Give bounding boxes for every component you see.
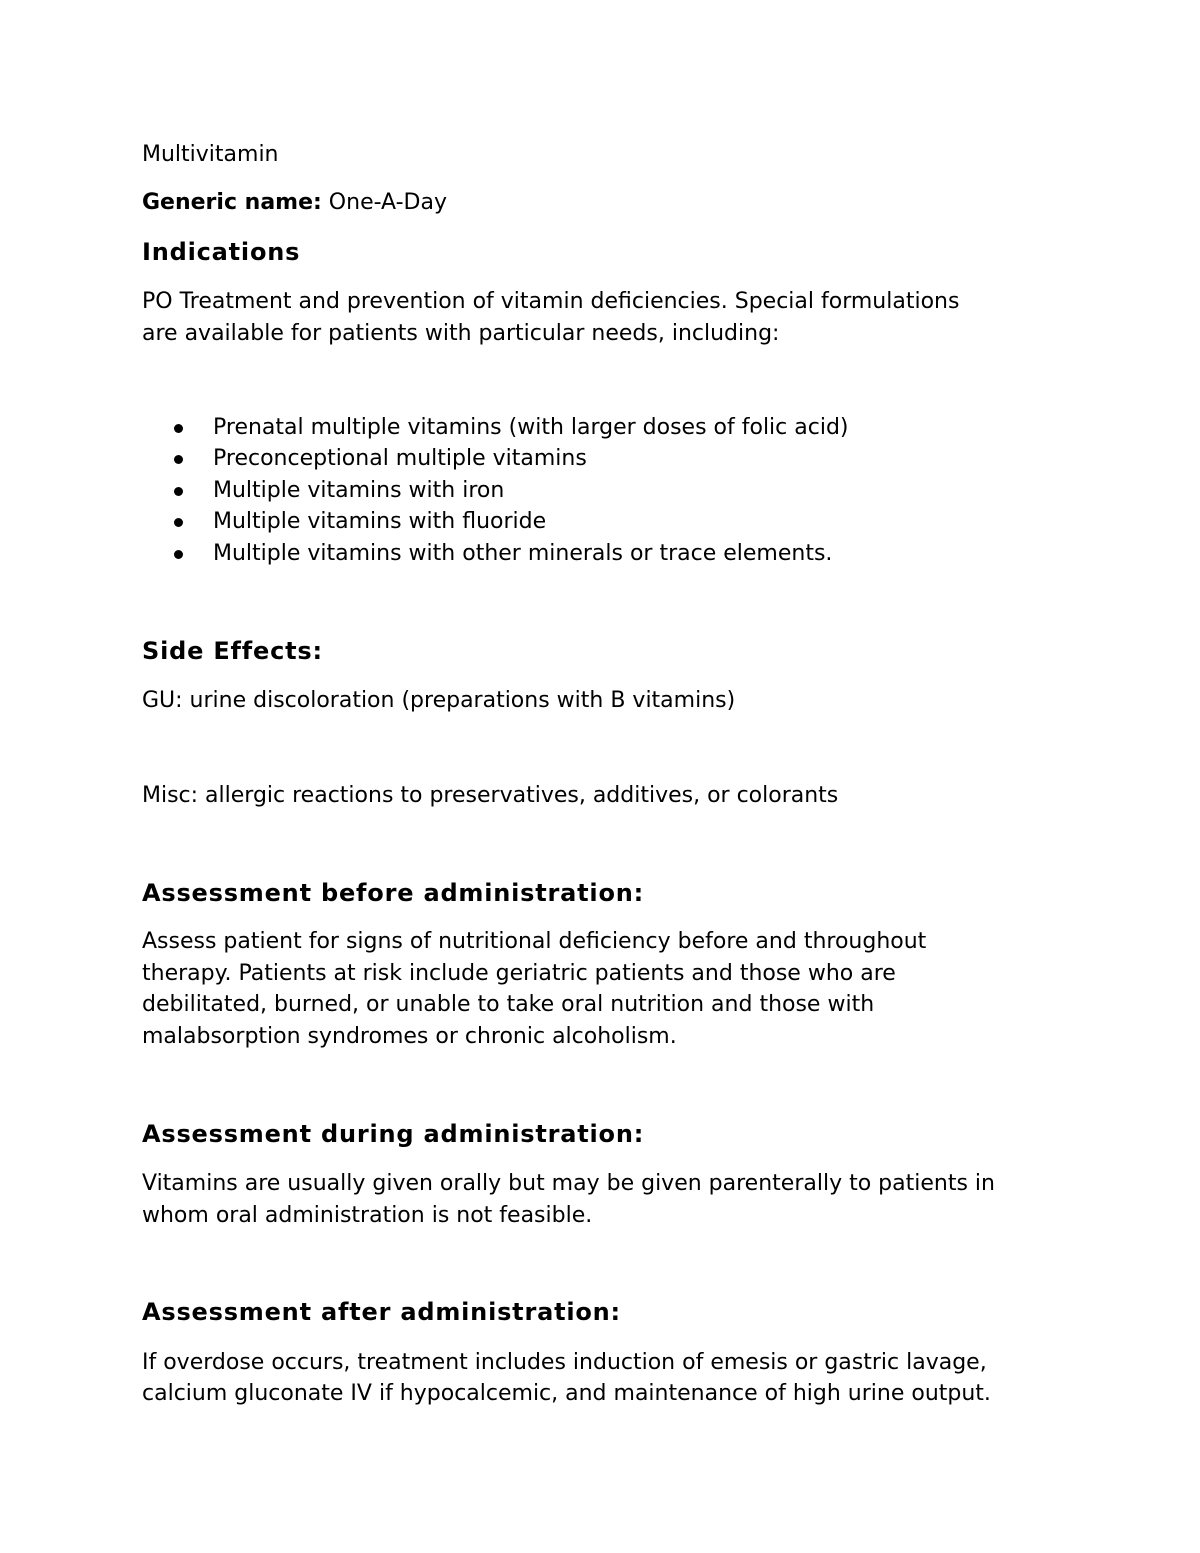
bullet-icon: [174, 518, 183, 527]
indications-list: [142, 412, 849, 569]
assessment-after-line-2: calcium gluconate IV if hypocalcemic, and maintenance of high urine output.: [142, 1381, 991, 1406]
indications-text-line-1: PO Treatment and prevention of vitamin deficiencies. Special formulations: [142, 289, 960, 314]
assessment-before-heading: Assessment before administration:: [142, 879, 645, 907]
indications-text-line-2: are available for patients with particular needs, including:: [142, 321, 780, 346]
list-item-text: Multiple vitamins with other minerals or trace elements.: [213, 540, 833, 566]
bullet-icon: [174, 424, 183, 433]
list-item: [142, 475, 849, 506]
generic-name-line: [142, 187, 447, 219]
assessment-before-line-4: malabsorption syndromes or chronic alcoholism.: [142, 1024, 677, 1049]
bullet-icon: [174, 487, 183, 496]
list-item: [142, 506, 849, 537]
assessment-during-line-1: Vitamins are usually given orally but may be given parenterally to patients in: [142, 1171, 995, 1196]
side-effect-gu: GU: urine discoloration (preparations with B vitamins): [142, 688, 736, 713]
assessment-after-heading: Assessment after administration:: [142, 1298, 621, 1326]
generic-name-value: One-A-Day: [321, 190, 448, 215]
assessment-before-line-3: debilitated, burned, or unable to take oral nutrition and those with: [142, 992, 875, 1017]
list-item-text: Multiple vitamins with fluoride: [213, 509, 547, 535]
list-item: [142, 443, 849, 474]
generic-name-label: Generic name:: [142, 190, 322, 215]
assessment-after-line-1: If overdose occurs, treatment includes induction of emesis or gastric lavage,: [142, 1350, 987, 1375]
side-effect-misc: Misc: allergic reactions to preservatives, additives, or colorants: [142, 783, 839, 808]
bullet-icon: [174, 455, 183, 464]
assessment-before-line-2: therapy. Patients at risk include geriatric patients and those who are: [142, 961, 896, 986]
document-title: Multivitamin: [142, 142, 279, 167]
side-effects-heading: Side Effects:: [142, 637, 323, 665]
indications-heading: Indications: [142, 238, 301, 266]
list-item-text: Multiple vitamins with iron: [213, 477, 505, 503]
assessment-before-line-1: Assess patient for signs of nutritional deficiency before and throughout: [142, 929, 927, 954]
assessment-during-heading: Assessment during administration:: [142, 1120, 645, 1148]
assessment-during-line-2: whom oral administration is not feasible.: [142, 1203, 593, 1228]
list-item: [142, 538, 849, 569]
list-item-text: Preconceptional multiple vitamins: [213, 446, 587, 472]
list-item-text: Prenatal multiple vitamins (with larger doses of folic acid): [213, 415, 849, 440]
list-item: [142, 412, 849, 443]
bullet-icon: [174, 550, 183, 559]
